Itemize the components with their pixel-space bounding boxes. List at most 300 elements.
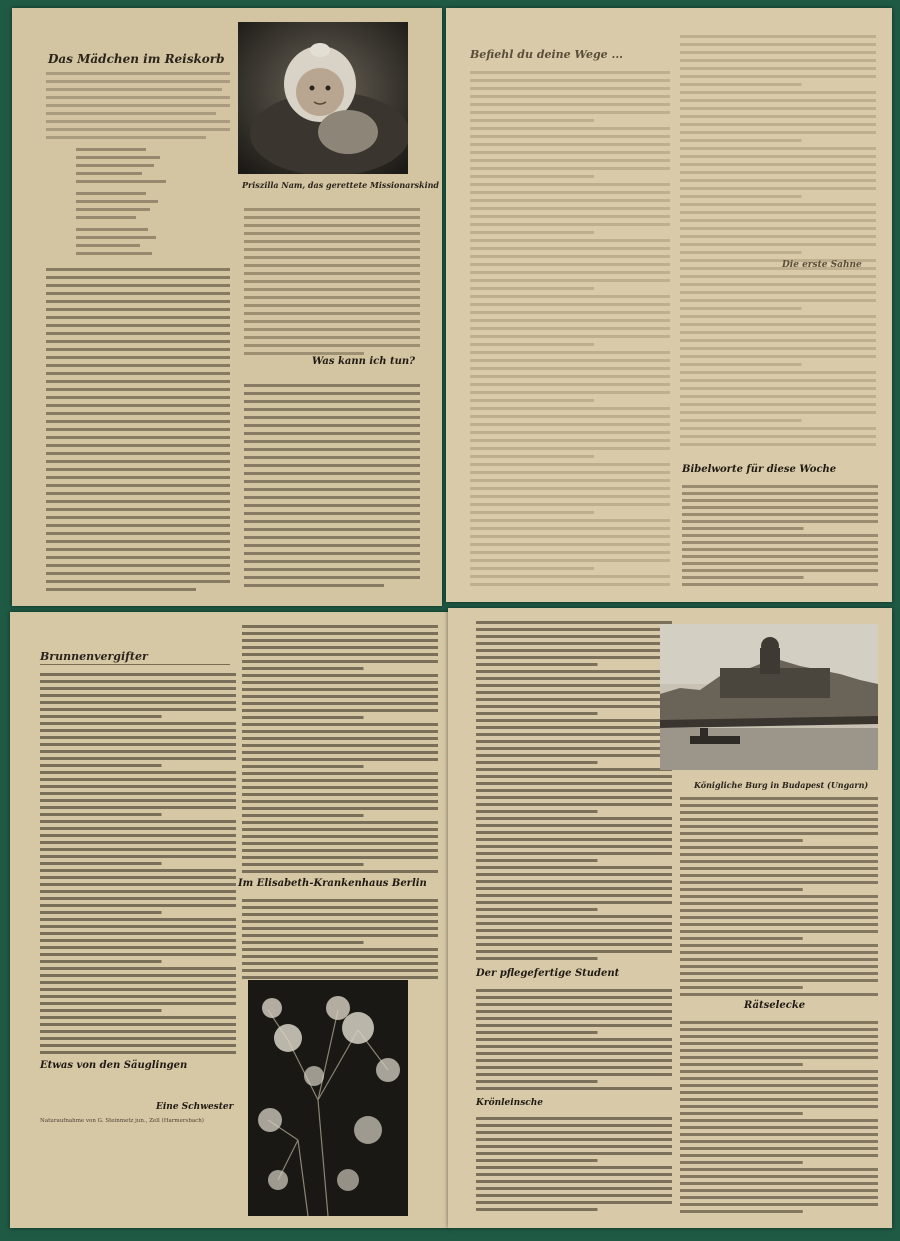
text-line [680, 1021, 878, 1024]
text-line [470, 311, 670, 314]
text-line [242, 716, 364, 719]
text-line [470, 191, 670, 194]
text-line [476, 754, 672, 757]
text-line [680, 243, 876, 246]
text-line [40, 848, 236, 851]
text-line [40, 1037, 236, 1040]
text-line [476, 838, 672, 841]
text-line [476, 845, 672, 848]
article-title: Befiehl du deine Wege ... [470, 48, 623, 61]
text-line [470, 503, 670, 506]
text-line [242, 653, 438, 656]
text-line [242, 828, 438, 831]
col-right-lines [680, 794, 878, 1000]
text-line [242, 688, 438, 691]
baby-photo [238, 22, 408, 174]
text-line [470, 111, 670, 114]
bible-heading: Bibelworte für diese Woche [682, 464, 837, 475]
text-line [242, 695, 438, 698]
text-line [680, 797, 878, 800]
text-line [470, 87, 670, 90]
text-line [680, 1119, 878, 1122]
page-bottom-right [448, 608, 892, 1228]
text-line [680, 1056, 878, 1059]
text-line [242, 920, 438, 923]
section-heading: Im Elisabeth-Krankenhaus Berlin [238, 878, 427, 889]
text-line [476, 698, 672, 701]
text-line [680, 283, 876, 286]
text-line [680, 163, 876, 166]
text-line [242, 730, 438, 733]
text-line [242, 856, 438, 859]
text-line [242, 955, 438, 958]
text-line [680, 881, 878, 884]
text-line [476, 656, 672, 659]
text-line [470, 495, 670, 498]
text-line [680, 411, 876, 414]
text-line [470, 447, 670, 450]
text-line [40, 736, 236, 739]
text-line [476, 957, 598, 960]
col-right-text [680, 794, 878, 1000]
text-line [682, 534, 878, 537]
text-line [470, 95, 670, 98]
text-line [476, 1159, 598, 1162]
text-line [680, 235, 876, 238]
text-line [470, 375, 670, 378]
text-line [470, 391, 670, 394]
text-line [680, 867, 878, 870]
text-line [40, 806, 236, 809]
text-line [40, 743, 236, 746]
text-line [40, 1009, 162, 1012]
text-line [680, 115, 876, 118]
text-line [470, 247, 670, 250]
text-line [40, 862, 162, 865]
text-line [680, 291, 876, 294]
text-line [476, 740, 672, 743]
text-line [680, 1140, 878, 1143]
text-line [242, 625, 438, 628]
text-line [680, 275, 876, 278]
text-line [40, 939, 236, 942]
text-line [470, 103, 670, 106]
article-title: Brunnenvergifter [40, 650, 148, 663]
budapest-photo-image [660, 624, 878, 770]
text-line [476, 782, 672, 785]
text-line [40, 771, 236, 774]
text-line [476, 803, 672, 806]
text-line [40, 988, 236, 991]
section-heading: Der pflegefertige Student [476, 968, 620, 979]
col-left-lines-3 [476, 1114, 672, 1218]
text-line [476, 1173, 672, 1176]
text-line [680, 59, 876, 62]
text-line [242, 948, 438, 951]
sub-heading: Krönleinsche [476, 1098, 544, 1108]
text-line [476, 649, 672, 652]
text-line [470, 215, 670, 218]
text-line [476, 1131, 672, 1134]
text-line [476, 775, 672, 778]
text-line [680, 91, 876, 94]
text-line [680, 979, 878, 982]
text-line [682, 527, 804, 530]
text-line [680, 860, 878, 863]
text-line [40, 904, 236, 907]
text-line [40, 778, 236, 781]
text-line [476, 873, 672, 876]
text-line [476, 1145, 672, 1148]
text-line [242, 870, 438, 873]
text-line [242, 667, 364, 670]
text-line [470, 455, 594, 458]
text-line [40, 960, 162, 963]
text-line [680, 99, 876, 102]
text-line [476, 628, 672, 631]
text-line [476, 1180, 672, 1183]
text-line [40, 827, 236, 830]
text-line [242, 962, 438, 965]
text-line [242, 793, 438, 796]
text-line [476, 663, 598, 666]
text-line [470, 359, 670, 362]
text-line [680, 937, 803, 940]
text-line [470, 551, 670, 554]
text-line [476, 768, 672, 771]
text-line [682, 583, 878, 586]
text-line [680, 1147, 878, 1150]
text-line [680, 387, 876, 390]
text-line [242, 737, 438, 740]
text-line [470, 71, 670, 74]
text-line [476, 1038, 672, 1041]
text-line [242, 758, 438, 761]
text-line [242, 821, 438, 824]
text-line [680, 993, 878, 996]
text-line [680, 123, 876, 126]
text-line [476, 621, 672, 624]
text-line [40, 974, 236, 977]
text-line [476, 1024, 672, 1027]
text-line [476, 922, 672, 925]
text-line [470, 207, 670, 210]
text-line [470, 159, 670, 162]
text-line [680, 986, 803, 989]
text-line [476, 852, 672, 855]
text-line [242, 849, 438, 852]
text-line [680, 219, 876, 222]
text-line [242, 899, 438, 902]
page-bottom-left [10, 612, 450, 1228]
text-line [242, 660, 438, 663]
text-line [476, 901, 672, 904]
text-line [40, 883, 236, 886]
budapest-photo [660, 624, 878, 770]
text-line [476, 726, 672, 729]
text-line [40, 918, 236, 921]
text-line [680, 395, 876, 398]
text-line [40, 911, 162, 914]
text-line [476, 1073, 672, 1076]
text-column-right [244, 204, 420, 596]
text-line [470, 263, 670, 266]
text-line [476, 996, 672, 999]
text-line [242, 863, 364, 866]
bible-lines [682, 482, 878, 592]
text-line [476, 887, 672, 890]
text-line [470, 335, 670, 338]
text-line [470, 471, 670, 474]
text-line [680, 403, 876, 406]
text-line [476, 1017, 672, 1020]
text-line [242, 842, 438, 845]
text-line [476, 1117, 672, 1120]
text-line [680, 227, 876, 230]
text-line [680, 1168, 878, 1171]
text-line [476, 789, 672, 792]
text-line [680, 895, 878, 898]
text-line [40, 890, 236, 893]
text-line [242, 702, 438, 705]
text-line [476, 670, 672, 673]
text-line [682, 548, 878, 551]
text-line [40, 715, 162, 718]
text-line [680, 1035, 878, 1038]
text-line [40, 785, 236, 788]
col-right-text [242, 622, 438, 876]
text-line [242, 969, 438, 972]
text-column-left [46, 68, 230, 596]
text-line [680, 1196, 878, 1199]
text-line [682, 576, 804, 579]
text-line [470, 415, 670, 418]
faint-text-left [470, 68, 670, 588]
text-line [40, 792, 236, 795]
text-line [680, 179, 876, 182]
col-left-text-2 [476, 986, 672, 1094]
text-line [470, 199, 670, 202]
text-line [470, 167, 670, 170]
text-line [242, 941, 364, 944]
text-line [242, 681, 438, 684]
sub-heading-2: Eine Schwester [156, 1102, 234, 1112]
text-line [242, 674, 438, 677]
text-line [680, 107, 876, 110]
text-line [680, 195, 802, 198]
text-line [470, 383, 670, 386]
text-line [40, 813, 162, 816]
text-line [680, 307, 802, 310]
text-line [680, 1028, 878, 1031]
text-line [470, 327, 670, 330]
text-line [470, 135, 670, 138]
text-line [680, 443, 876, 446]
text-line [470, 351, 670, 354]
text-line [476, 733, 672, 736]
text-line [470, 583, 670, 586]
text-line [470, 519, 670, 522]
text-line [476, 1052, 672, 1055]
col-left-lines [476, 618, 672, 964]
text-line [680, 419, 802, 422]
text-line [242, 786, 438, 789]
text-line [40, 750, 236, 753]
text-line [680, 909, 878, 912]
text-line [680, 1105, 878, 1108]
text-line [680, 371, 876, 374]
text-line [476, 1003, 672, 1006]
text-line [476, 894, 672, 897]
text-line [476, 677, 672, 680]
col-left-text-3 [476, 1114, 672, 1218]
text-line [470, 511, 594, 514]
text-line [680, 323, 876, 326]
text-line [680, 1112, 803, 1115]
text-line [680, 1084, 878, 1087]
text-line [40, 1016, 236, 1019]
text-line [470, 223, 670, 226]
text-line [680, 951, 878, 954]
text-line [242, 632, 438, 635]
text-line [680, 139, 802, 142]
text-lines-right [244, 204, 420, 596]
text-line [40, 757, 236, 760]
text-line [682, 520, 878, 523]
text-line [682, 499, 878, 502]
text-line [476, 943, 672, 946]
text-line [680, 1042, 878, 1045]
text-line [680, 923, 878, 926]
text-line [680, 846, 878, 849]
text-line [476, 1080, 598, 1083]
text-line [680, 339, 876, 342]
text-line [680, 1070, 878, 1073]
text-line [680, 916, 878, 919]
text-line [476, 1138, 672, 1141]
text-line [476, 950, 672, 953]
flower-photo [248, 980, 408, 1216]
text-line [470, 279, 670, 282]
text-line [40, 1051, 236, 1054]
photo-credit: Naturaufnahme von G. Steinmetz jun., Zell (Harmersbach) [40, 1118, 204, 1124]
text-line [476, 824, 672, 827]
col-right-text-2 [680, 1018, 878, 1218]
text-line [470, 567, 594, 570]
text-line [476, 1059, 672, 1062]
text-line [682, 555, 878, 558]
text-line [476, 796, 672, 799]
text-line [476, 1201, 672, 1204]
text-line [680, 155, 876, 158]
text-line [242, 779, 438, 782]
text-line [242, 751, 438, 754]
text-line [682, 541, 878, 544]
text-line [476, 761, 598, 764]
text-line [680, 1126, 878, 1129]
text-line [242, 835, 438, 838]
text-line [242, 646, 438, 649]
text-line [680, 347, 876, 350]
text-line [682, 513, 878, 516]
text-line [470, 175, 594, 178]
text-line [40, 1023, 236, 1026]
text-line [680, 1175, 878, 1178]
text-line [242, 927, 438, 930]
text-line [680, 75, 876, 78]
text-line [470, 239, 670, 242]
baby-photo-image [238, 22, 408, 174]
text-line [476, 719, 672, 722]
faint-text-right [680, 32, 876, 452]
text-line [680, 972, 878, 975]
text-line [476, 1031, 598, 1034]
text-line [680, 315, 876, 318]
text-line [40, 673, 236, 676]
text-line [680, 874, 878, 877]
article-title: Das Mädchen im Reiskorb [48, 52, 225, 66]
text-line [470, 231, 594, 234]
text-line [40, 764, 162, 767]
text-line [40, 932, 236, 935]
text-lines-left [46, 68, 230, 596]
sub-heading: Etwas von den Säuglingen [40, 1060, 188, 1071]
section-heading: Die erste Sahne [782, 260, 862, 270]
text-line [242, 772, 438, 775]
text-line [680, 355, 876, 358]
faint-lines-left [470, 68, 670, 588]
text-line [680, 147, 876, 150]
col-right-lines-2 [680, 1018, 878, 1218]
page-top-left [12, 8, 442, 606]
text-line [476, 705, 672, 708]
text-line [40, 869, 236, 872]
text-line [40, 680, 236, 683]
text-line [40, 708, 236, 711]
col-right-text-2 [242, 896, 438, 980]
text-line [476, 642, 672, 645]
text-line [680, 902, 878, 905]
title-rule [40, 664, 230, 665]
text-line [470, 527, 670, 530]
text-line [476, 831, 672, 834]
faint-lines-right [680, 32, 876, 452]
text-line [242, 800, 438, 803]
text-line [680, 1154, 878, 1157]
text-line [470, 407, 670, 410]
text-line [680, 853, 878, 856]
text-line [40, 995, 236, 998]
text-line [680, 1063, 803, 1066]
text-line [470, 343, 594, 346]
text-line [476, 929, 672, 932]
text-line [680, 1133, 878, 1136]
text-line [476, 684, 672, 687]
text-line [680, 1077, 878, 1080]
text-line [40, 841, 236, 844]
text-line [470, 119, 594, 122]
text-line [242, 906, 438, 909]
text-line [680, 427, 876, 430]
text-line [680, 43, 876, 46]
text-line [470, 303, 670, 306]
puzzle-heading: Rätselecke [744, 1000, 806, 1011]
flower-photo-image [248, 980, 408, 1216]
text-line [680, 1098, 878, 1101]
text-line [470, 463, 670, 466]
text-line [680, 1049, 878, 1052]
text-line [476, 810, 598, 813]
